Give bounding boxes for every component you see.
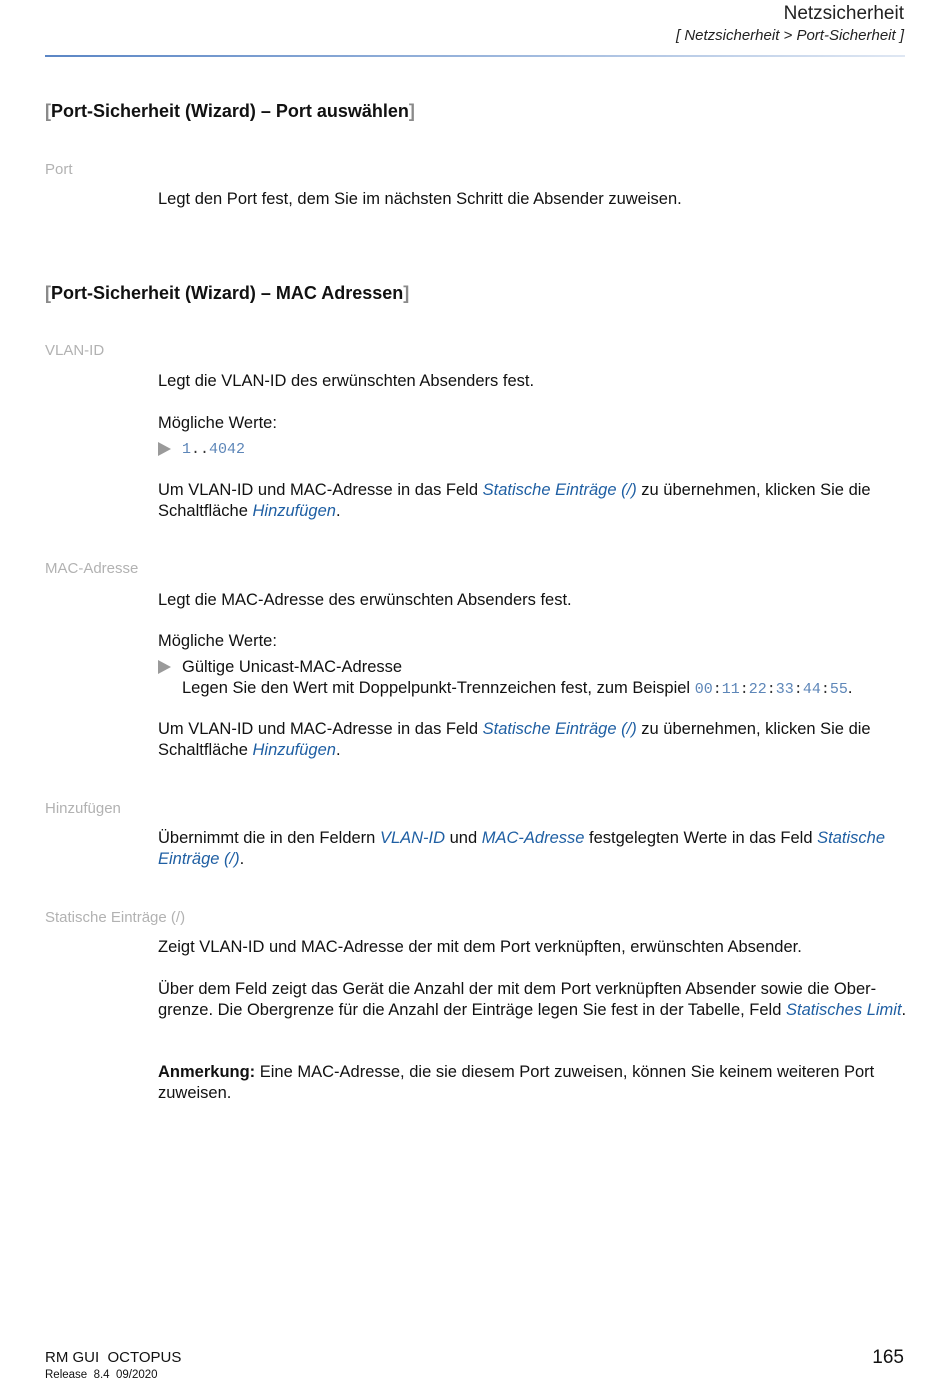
desc-port: Legt den Port fest, dem Sie im nächsten Schritt die Absender zuweisen. (158, 190, 682, 208)
section-title-mac-addresses: [Port-Sicherheit (Wizard) – MAC Adressen] (45, 283, 410, 303)
note-vlan-id: Um VLAN-ID und MAC-Adresse in das Feld Statische Einträge (/) zu übernehmen, klicken Sie die Schaltfläche Hinzufügen. (158, 481, 871, 520)
ref-add: Hinzufügen (252, 741, 336, 759)
breadcrumb: [ Netzsicherheit > Port-Sicherheit ] (675, 27, 904, 44)
header-title: Netzsicherheit (783, 3, 904, 24)
term-static-entries: Statische Einträge (/) (45, 909, 186, 926)
note-mac-address: Um VLAN-ID und MAC-Adresse in das Feld Statische Einträge (/) zu übernehmen, klicken Sie die Schaltfläche Hinzufügen. (158, 720, 871, 759)
bullet-vlan-range (158, 439, 245, 460)
section-title-port-select: [Port-Sicherheit (Wizard) – Port auswählen] (45, 101, 415, 121)
bullet-triangle-icon (158, 660, 171, 674)
ref-static-entries: Statische Einträge (/) (158, 829, 885, 868)
ref-add: Hinzufügen (252, 502, 336, 520)
note-label: Anmerkung: (158, 1063, 256, 1081)
term-port: Port (45, 161, 73, 178)
ref-static-limit: Statisches Limit (785, 1001, 902, 1019)
desc-static-entries: Zeigt VLAN-ID und MAC-Adresse der mit dem Port verknüpften, erwünschten Absender. (158, 938, 802, 956)
footer-release: Release 8.4 09/2020 (45, 1369, 158, 1381)
ref-vlan-id: VLAN-ID (379, 829, 446, 847)
desc-vlan-id: Legt die VLAN-ID des erwünschten Absenders fest. (158, 372, 535, 390)
ref-mac-address: MAC-Adresse (481, 829, 585, 847)
mac-example-value: 00:11:22:33:44:55 (694, 681, 848, 698)
desc-static-entries-limit: Über dem Feld zeigt das Gerät die Anzahl der mit dem Port verknüpften Absender sowie die Obergrenze. Die Obergrenze für die Anzahl der Einträge legen Sie fest in der Tabelle, Feld Statisches Limit. (158, 980, 907, 1019)
bullet-triangle-icon (158, 442, 171, 456)
ref-static-entries: Statische Einträge (/) (482, 481, 637, 499)
page-number: 165 (872, 1347, 904, 1368)
note-static-entries: Anmerkung: Eine MAC-Adresse, die sie diesem Port zuweisen, können Sie keinem weiteren Port zuweisen. (158, 1063, 875, 1102)
footer-doc-name: RM GUI OCTOPUS (45, 1349, 182, 1366)
term-vlan-id: VLAN-ID (45, 342, 105, 359)
bullet-mac-unicast (158, 657, 852, 700)
header-divider (45, 55, 905, 57)
mac-format-text: Legen Sie den Wert mit Doppelpunkt-Trennzeichen fest, zum Beispiel 00:11:22:33:44:55. (182, 679, 853, 698)
values-label-vlan: Mögliche Werte: (158, 414, 277, 432)
bullet-mac-text: Gültige Unicast-MAC-Adresse (182, 658, 403, 676)
values-label-mac: Mögliche Werte: (158, 632, 277, 650)
term-mac-address: MAC-Adresse (45, 560, 139, 577)
desc-add: Übernimmt die in den Feldern VLAN-ID und MAC-Adresse festgelegten Werte in das Feld Statische Einträge (/). (158, 829, 885, 868)
vlan-range-value: 1..4042 (182, 441, 246, 458)
term-add: Hinzufügen (45, 800, 121, 817)
ref-static-entries: Statische Einträge (/) (482, 720, 637, 738)
desc-mac-address: Legt die MAC-Adresse des erwünschten Absenders fest. (158, 591, 572, 609)
